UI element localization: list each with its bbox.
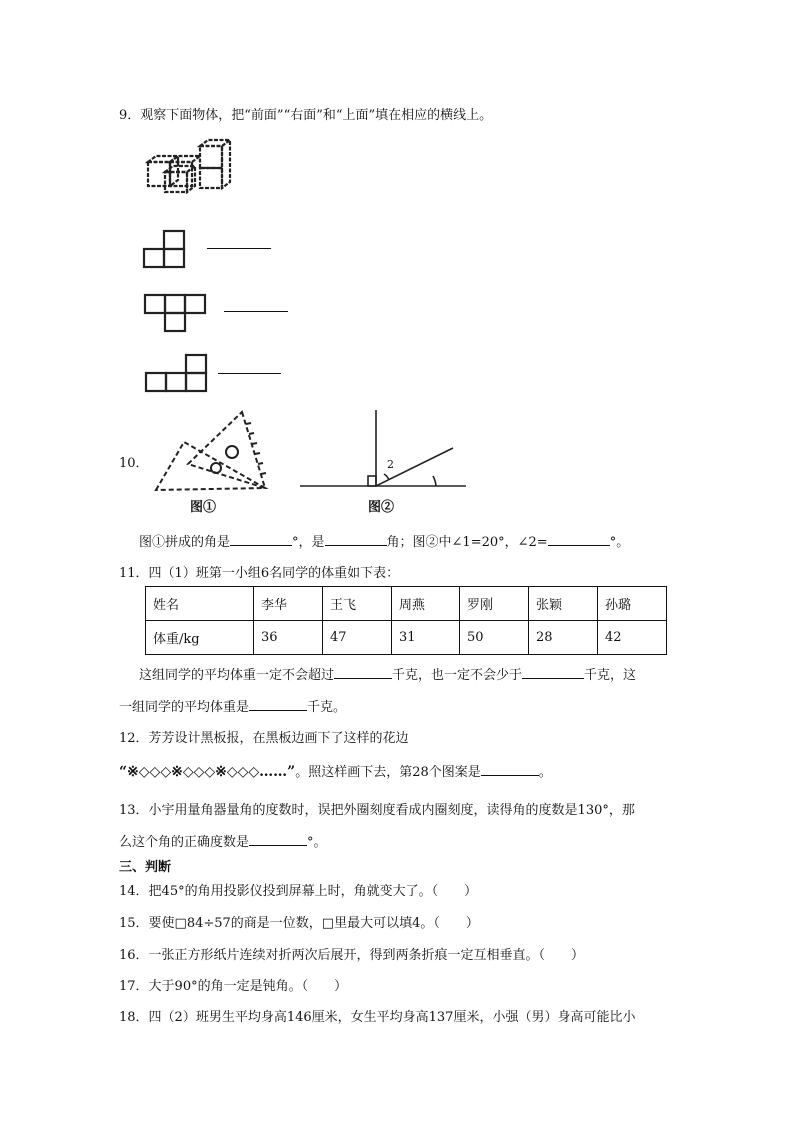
q10-angle-figure [298, 408, 468, 492]
table-cell: 周燕 [392, 587, 460, 621]
q10-text-a: 图①拼成的角是 [139, 535, 231, 550]
q10-text-d: °。 [609, 535, 630, 550]
q11-weight-table [145, 586, 667, 655]
q10-text-c: 角；图②中∠1=20°，∠2= [386, 535, 548, 550]
q10-text-b: °，是 [292, 535, 325, 550]
table-cell: 体重/kg [146, 621, 254, 655]
table-cell: 罗刚 [460, 587, 529, 621]
q10-fig1-label: 图① [190, 500, 217, 515]
q13-line-2 [119, 831, 327, 850]
q13-blank[interactable] [249, 833, 307, 846]
table-cell: 36 [254, 621, 323, 655]
table-cell: 姓名 [146, 587, 254, 621]
q10-triangle-rulers-figure [150, 408, 270, 498]
table-cell: 31 [392, 621, 460, 655]
q9-answer-line-a[interactable] [207, 248, 271, 249]
q10-blank-1[interactable] [230, 533, 292, 546]
q12-line2-tail: 。照这样画下去，第28个图案是 [295, 765, 481, 780]
table-cell: 孙璐 [598, 587, 667, 621]
q12-line-1: 12．芳芳设计黑板报，在黑板边画下了这样的花边 [119, 731, 409, 746]
table-cell: 42 [598, 621, 667, 655]
q10-blank-3[interactable] [548, 533, 610, 546]
q11-line-2 [119, 696, 346, 715]
q10-question-line [139, 531, 629, 550]
q11-blank-1[interactable] [334, 666, 392, 679]
table-cell: 王飞 [323, 587, 392, 621]
q10-number: 10． [119, 456, 149, 471]
q12-blank[interactable] [481, 763, 539, 776]
q12-pattern: “※◇◇◇※◇◇◇※◇◇◇……” [119, 764, 296, 780]
q12-line-2 [119, 761, 552, 780]
q9-answer-line-b[interactable] [224, 311, 288, 312]
table-row [146, 621, 667, 655]
q11-line1-a: 这组同学的平均体重一定不会超过 [139, 668, 335, 683]
q9-view-a-figure [142, 228, 190, 270]
q11-intro: 11．四（1）班第一小组6名同学的体重如下表： [119, 566, 400, 581]
table-cell: 李华 [254, 587, 323, 621]
q11-line1-b: 千克，也一定不会少于 [392, 668, 523, 683]
q12-end: 。 [538, 765, 552, 780]
table-cell: 张颖 [529, 587, 598, 621]
q10-blank-2[interactable] [325, 533, 387, 546]
q9-view-b-figure [142, 292, 208, 336]
q9-view-c-figure [142, 352, 212, 396]
q9-cube-object-figure [140, 132, 240, 194]
q11-line2-a: 一组同学的平均体重是 [119, 700, 250, 715]
judge-item: 15．要使□84÷57的商是一位数，□里最大可以填4。（ ） [119, 916, 479, 931]
table-cell: 50 [460, 621, 529, 655]
q10-fig2-label: 图② [368, 500, 395, 515]
q13-line2-b: °。 [307, 835, 327, 850]
judge-item: 17．大于90°的角一定是钝角。（ ） [119, 979, 348, 994]
q13-line2-a: 么这个角的正确度数是 [119, 835, 250, 850]
q10-angle2-label: 2 [387, 458, 394, 471]
q11-blank-2[interactable] [522, 666, 584, 679]
q13-line-1: 13．小宇用量角器量角的度数时，误把外圈刻度看成内圈刻度，读得角的度数是130°，那 [119, 803, 635, 818]
q11-blank-3[interactable] [249, 698, 307, 711]
q9-text: 9．观察下面物体，把“前面”“右面”和“上面”填在相应的横线上。 [119, 108, 493, 123]
table-cell: 28 [529, 621, 598, 655]
judge-item: 16．一张正方形纸片连续对折两次后展开，得到两条折痕一定互相垂直。（ ） [119, 948, 585, 963]
table-cell: 47 [323, 621, 392, 655]
judge-item: 14．把45°的角用投影仪投到屏幕上时，角就变大了。（ ） [119, 884, 478, 899]
table-row [146, 587, 667, 621]
q11-line-1 [139, 664, 636, 683]
judge-item: 18．四（2）班男生平均身高146厘米，女生平均身高137厘米，小强（男）身高可能比小 [119, 1010, 636, 1025]
q9-answer-line-c[interactable] [218, 373, 281, 374]
section-title: 三、判断 [119, 860, 172, 875]
q11-line2-b: 千克。 [307, 700, 347, 715]
q11-line1-c: 千克，这 [584, 668, 637, 683]
